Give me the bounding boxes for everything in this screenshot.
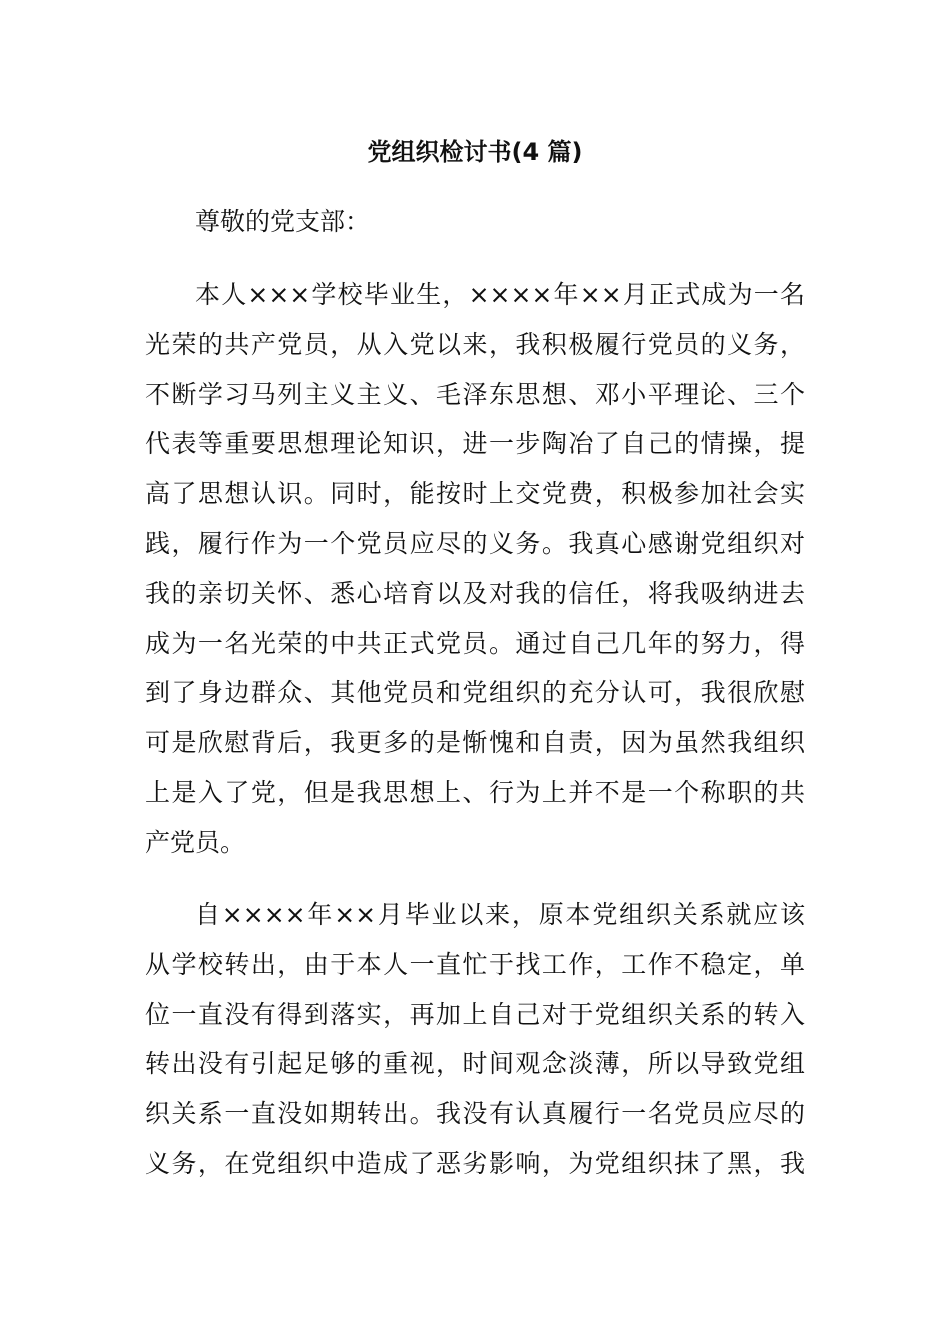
text-line: 转出没有引起足够的重视，时间观念淡薄，所以导致党组 [145,1049,805,1079]
text-line: 产党员。 [145,827,246,857]
paragraph-2 [145,890,805,1189]
text-line: 高了思想认识。同时，能按时上交党费，积极参加社会实 [145,479,805,509]
text-line: 成为一名光荣的中共正式党员。通过自己几年的努力，得 [145,628,805,658]
document-title: 党组织检讨书(4 篇) [367,138,583,166]
text-line: 从学校转出，由于本人一直忙于找工作，工作不稳定，单 [145,949,805,979]
text-line: 到了身边群众、其他党员和党组织的充分认可，我很欣慰 [145,678,805,708]
text-line: 代表等重要思想理论知识，进一步陶冶了自己的情操，提 [145,429,805,459]
text-line: 可是欣慰背后，我更多的是惭愧和自责，因为虽然我组织 [145,728,805,758]
text-line: 义务，在党组织中造成了恶劣影响，为党组织抹了黑，我 [145,1148,805,1178]
text-line: 织关系一直没如期转出。我没有认真履行一名党员应尽的 [145,1099,805,1129]
text-line: 自××××年××月毕业以来，原本党组织关系就应该 [195,900,805,929]
text-line: 上是入了党，但是我思想上、行为上并不是一个称职的共 [145,777,805,807]
text-line: 位一直没有得到落实，再加上自己对于党组织关系的转入 [145,999,805,1029]
text-line: 本人×××学校毕业生，××××年××月正式成为一名 [195,280,805,309]
salutation: 尊敬的党支部： [195,207,371,236]
paragraph-1 [145,270,805,868]
text-line: 我的亲切关怀、悉心培育以及对我的信任，将我吸纳进去 [145,578,805,608]
text-line: 不断学习马列主义主义、毛泽东思想、邓小平理论、三个 [145,379,805,409]
text-line: 践，履行作为一个党员应尽的义务。我真心感谢党组织对 [145,528,805,558]
text-line: 光荣的共产党员，从入党以来，我积极履行党员的义务， [145,329,805,359]
